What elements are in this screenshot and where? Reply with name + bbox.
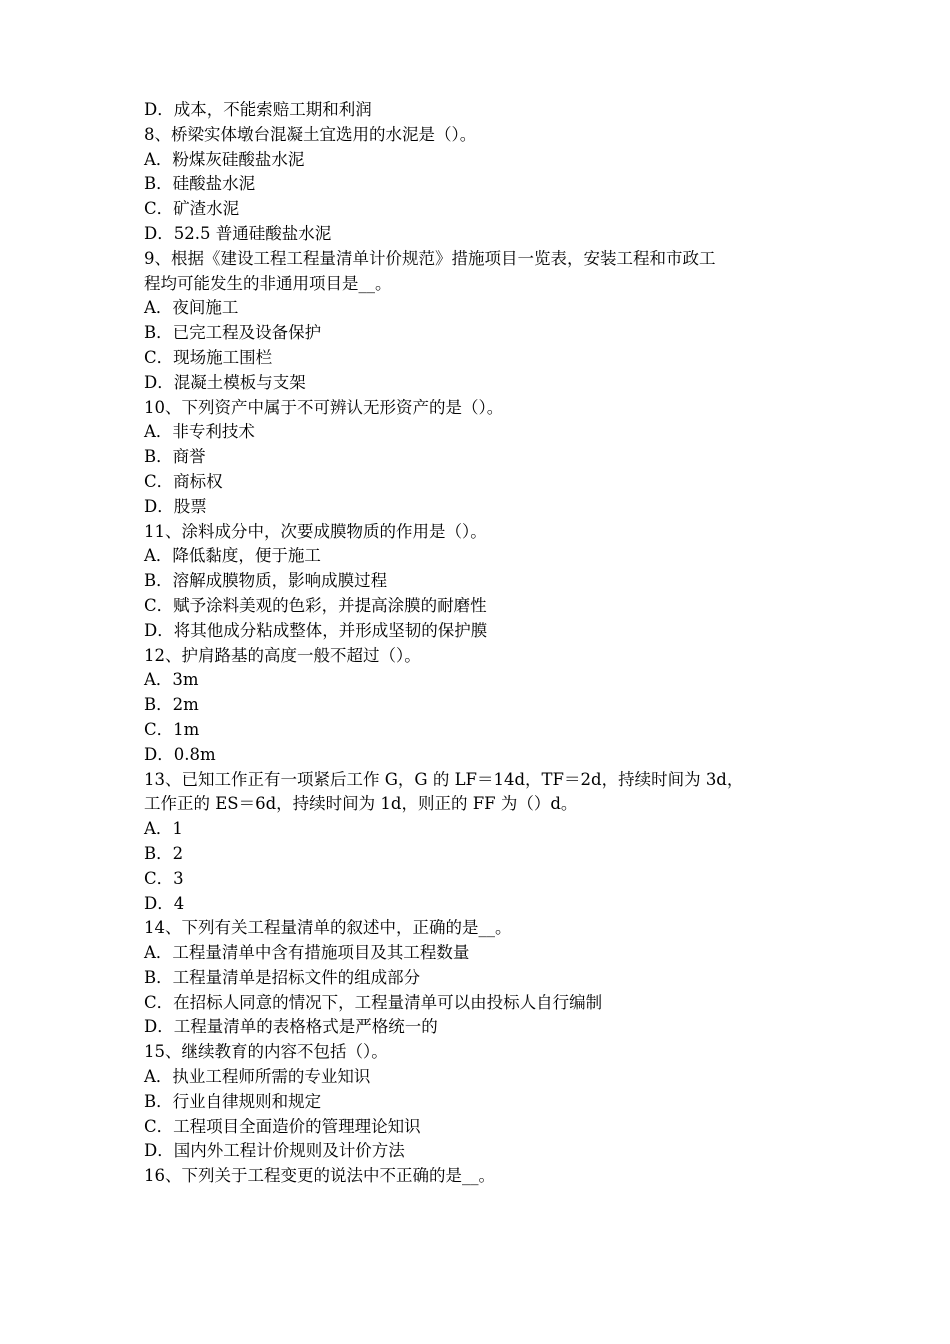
text-line: B．2m xyxy=(144,695,199,715)
text-line: C．1m xyxy=(144,719,200,739)
text-line: A．工程量清单中含有措施项目及其工程数量 xyxy=(144,943,470,963)
text-line: C．商标权 xyxy=(144,471,223,491)
text-line: C．现场施工围栏 xyxy=(144,347,273,367)
text-line: D．成本，不能索赔工期和利润 xyxy=(144,100,372,119)
text-line: 15、继续教育的内容不包括（）。 xyxy=(144,1042,388,1062)
text-line: B．溶解成膜物质，影响成膜过程 xyxy=(144,571,388,591)
text-line: D．0.8m xyxy=(144,744,216,764)
text-line: D．股票 xyxy=(144,496,207,516)
text-line: 11、涂料成分中，次要成膜物质的作用是（）。 xyxy=(144,521,487,541)
text-line: D．混凝土模板与支架 xyxy=(144,372,306,392)
text-line: B．已完工程及设备保护 xyxy=(144,323,322,343)
text-line: A．非专利技术 xyxy=(144,422,255,442)
text-line: 工作正的 ES＝6d，持续时间为 1d，则正的 FF 为（）d。 xyxy=(144,794,578,814)
text-line: C．在招标人同意的情况下，工程量清单可以由投标人自行编制 xyxy=(144,992,603,1012)
text-line: B．硅酸盐水泥 xyxy=(144,174,256,194)
text-line: 10、下列资产中属于不可辨认无形资产的是（）。 xyxy=(144,397,504,417)
text-line: A．1 xyxy=(144,819,183,839)
text-line: B．商誉 xyxy=(144,447,206,467)
text-line: C．矿渣水泥 xyxy=(144,199,240,219)
text-line: 13、已知工作正有一项紧后工作 G，G 的 LF＝14d，TF＝2d，持续时间为 3d， xyxy=(144,769,744,789)
text-line: A．粉煤灰硅酸盐水泥 xyxy=(144,149,305,169)
text-line: A．3m xyxy=(144,670,199,690)
text-line: D．4 xyxy=(144,893,185,913)
text-line: A．执业工程师所需的专业知识 xyxy=(144,1067,371,1087)
text-line: D．工程量清单的表格格式是严格统一的 xyxy=(144,1017,438,1037)
text-line: C．3 xyxy=(144,868,184,888)
text-line: A．降低黏度，便于施工 xyxy=(144,546,321,566)
text-line: 9、根据《建设工程工程量清单计价规范》措施项目一览表，安装工程和市政工 xyxy=(144,248,716,268)
text-line: C．工程项目全面造价的管理理论知识 xyxy=(144,1116,421,1136)
text-line: D．国内外工程计价规则及计价方法 xyxy=(144,1141,405,1161)
text-line: 程均可能发生的非通用项目是__。 xyxy=(144,273,392,293)
text-line: B．行业自律规则和规定 xyxy=(144,1091,322,1111)
text-line: D．52.5 普通硅酸盐水泥 xyxy=(144,223,332,243)
text-line: A．夜间施工 xyxy=(144,298,239,318)
text-line: B．工程量清单是招标文件的组成部分 xyxy=(144,967,421,987)
text-line: D．将其他成分粘成整体，并形成坚韧的保护膜 xyxy=(144,620,488,640)
text-line: B．2 xyxy=(144,843,184,863)
text-line: C．赋予涂料美观的色彩，并提高涂膜的耐磨性 xyxy=(144,595,487,615)
text-line: 8、桥梁实体墩台混凝土宜选用的水泥是（）。 xyxy=(144,124,477,144)
text-line: 14、下列有关工程量清单的叙述中，正确的是__。 xyxy=(144,918,512,938)
text-line: 16、下列关于工程变更的说法中不正确的是__。 xyxy=(144,1166,495,1186)
document-body xyxy=(144,98,814,1189)
text-line: 12、护肩路基的高度一般不超过（）。 xyxy=(144,645,421,665)
